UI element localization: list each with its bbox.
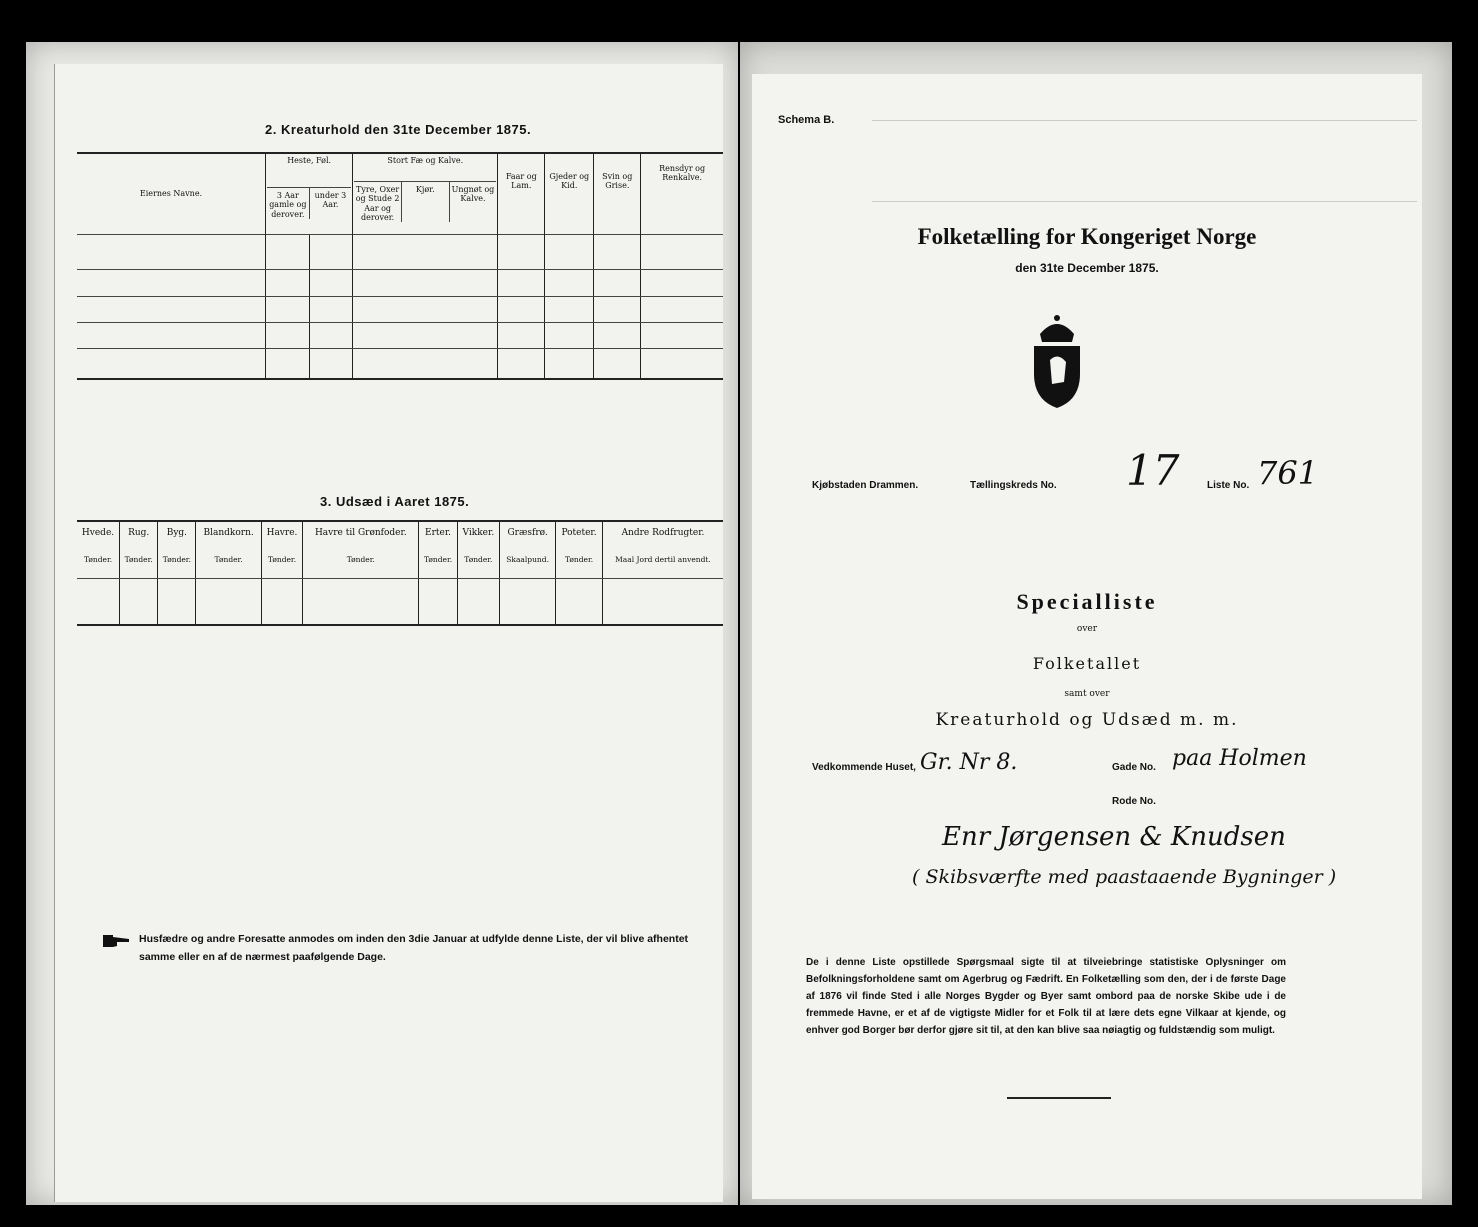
col-heste-3aar: 3 Aar gamle og derover.	[267, 188, 310, 219]
samt-over-text: samt over	[1064, 689, 1110, 699]
sowing-col-unit: Tønder.	[564, 555, 594, 564]
col-heste-under3: under 3 Aar.	[314, 191, 347, 210]
sowing-cell	[556, 578, 603, 624]
sowing-col-name: Blandkorn.	[203, 528, 254, 538]
sowing-col-11	[602, 522, 723, 578]
footer-text: De i denne Liste opstillede Spørgsmaal sigte til at tilveiebringe statistiske Oplysninger om Befolkningsforholdene samt om Agerbrug og Fædrift. En Folketælling som den, der i de første Dage af 1876 vil finde Sted i alle Norges Bygder og Byer samt ombord paa de norske Skibe ude i de fremmede Havne, er et af de vigtigste Midler for et Folk til at lære dets egne Vilkaar at kjende, og enhver god Borger bør derfor gjøre sit til, at den kan blive saa nøiagtig og fuldstændig som muligt.	[806, 957, 1286, 1036]
huset-label: Vedkommende Huset,	[812, 762, 916, 773]
sowing-col-1	[77, 522, 120, 578]
liste-label: Liste No.	[1207, 480, 1250, 491]
sowing-col-unit: Tønder.	[423, 555, 453, 564]
footer-rule	[1007, 1097, 1111, 1099]
sowing-col-unit: Maal Jord dertil anvendt.	[615, 555, 711, 564]
livestock-row-line-4	[77, 348, 723, 349]
livestock-table	[77, 154, 723, 378]
sowing-col-2	[120, 522, 158, 578]
col-owner-names: Eiernes Navne.	[139, 189, 203, 199]
sowing-col-unit: Skaalpund.	[506, 555, 549, 564]
sowing-table	[77, 522, 723, 624]
sowing-header-row	[77, 522, 723, 578]
col-svin: Svin og Grise.	[594, 154, 641, 234]
sowing-col-10	[556, 522, 603, 578]
sowing-cell	[419, 578, 457, 624]
rode-label: Rode No.	[1112, 796, 1156, 807]
sowing-col-name: Erter.	[425, 528, 452, 538]
owner-line: Enr Jørgensen & Knudsen	[942, 822, 1286, 852]
gade-label: Gade No.	[1112, 762, 1156, 773]
col-gjeder: Gjeder og Kid.	[545, 154, 594, 234]
sowing-col-name: Andre Rodfrugter.	[621, 528, 705, 538]
liste-value: 761	[1257, 454, 1319, 492]
sowing-cell	[303, 578, 419, 624]
sowing-col-3	[158, 522, 196, 578]
sowing-cell	[457, 578, 499, 624]
gade-value: paa Holmen	[1172, 746, 1307, 771]
sowing-col-4	[196, 522, 261, 578]
sowing-cell	[120, 578, 158, 624]
coat-of-arms-icon	[1022, 312, 1092, 412]
sowing-col-5	[261, 522, 302, 578]
kjobstaden-label: Kjøbstaden Drammen.	[812, 480, 919, 491]
col-ungnot: Ungnøt og Kalve.	[451, 185, 495, 204]
sowing-col-unit: Tønder.	[214, 555, 243, 564]
census-title: Folketælling for Kongeriget Norge	[917, 224, 1257, 249]
col-storfae-label: Stort Fæ og Kalve.	[387, 156, 464, 165]
pointing-hand-icon	[103, 932, 131, 950]
left-page	[26, 42, 738, 1205]
sowing-col-name: Poteter.	[561, 528, 597, 538]
right-page	[740, 42, 1452, 1205]
sowing-cell	[261, 578, 302, 624]
sowing-col-unit: Tønder.	[346, 555, 375, 564]
right-sheet	[752, 74, 1422, 1199]
livestock-data-row	[77, 234, 723, 378]
sowing-col-6	[303, 522, 419, 578]
sowing-col-unit: Tønder.	[83, 555, 113, 564]
sowing-cell	[158, 578, 196, 624]
sowing-col-name: Græsfrø.	[507, 528, 548, 538]
col-rensdyr: Rensdyr og Renkalve.	[641, 154, 723, 234]
sowing-cell	[500, 578, 556, 624]
livestock-row-line-2	[77, 296, 723, 297]
sowing-col-name: Rug.	[128, 528, 150, 538]
sowing-col-name: Byg.	[166, 528, 188, 538]
huset-value: Gr. Nr 8.	[920, 750, 1018, 775]
census-date: den 31te December 1875.	[1015, 261, 1159, 275]
sowing-col-unit: Tønder.	[162, 555, 191, 564]
section2-bottom-rule	[77, 378, 723, 380]
col-heste	[266, 154, 353, 234]
sowing-col-8	[457, 522, 499, 578]
notice-text: Husfædre og andre Foresatte anmodes om inden den 3die Januar at udfylde denne Liste, der vil blive afhentet samme eller en af de nærmest paafølgende Dage.	[139, 933, 689, 964]
sowing-col-unit: Tønder.	[124, 555, 153, 564]
sowing-cell	[602, 578, 723, 624]
sowing-col-7	[419, 522, 457, 578]
bleed-through-grid	[872, 120, 1417, 202]
section2-title: 2. Kreaturhold den 31te December 1875.	[265, 122, 532, 137]
col-kjor: Kjør.	[402, 182, 450, 222]
schema-label: Schema B.	[778, 114, 835, 126]
sowing-col-name: Havre.	[266, 528, 298, 538]
col-heste-label: Heste, Føl.	[287, 156, 332, 165]
sowing-col-unit: Tønder.	[267, 555, 297, 564]
left-sheet	[54, 64, 723, 1202]
sowing-cell	[196, 578, 261, 624]
livestock-row-line-3	[77, 322, 723, 323]
sowing-cell	[77, 578, 120, 624]
section3-title: 3. Udsæd i Aaret 1875.	[320, 494, 470, 509]
section3-bottom-rule	[77, 624, 723, 626]
kreds-value: 17	[1126, 446, 1180, 495]
folketallet-text: Folketallet	[1032, 654, 1142, 673]
specialliste-title: Specialliste	[1016, 589, 1158, 614]
owner-note: ( Skibsværfte med paastaaende Bygninger )	[912, 866, 1337, 888]
sowing-col-name: Hvede.	[81, 528, 115, 538]
sowing-col-name: Havre til Grønfoder.	[314, 528, 407, 538]
col-faar: Faar og Lam.	[498, 154, 545, 234]
sowing-col-unit: Tønder.	[464, 555, 493, 564]
kreds-label: Tællingskreds No.	[970, 480, 1057, 491]
sowing-col-name: Vikker.	[462, 528, 495, 538]
sowing-data-row	[77, 578, 723, 624]
livestock-row-line-1	[77, 269, 723, 270]
over-text: over	[1076, 624, 1098, 634]
sowing-col-9	[500, 522, 556, 578]
col-storfae	[353, 154, 498, 234]
col-tyre: Tyre, Oxer og Stude 2 Aar og derover.	[354, 182, 402, 222]
kreaturhold-text: Kreaturhold og Udsæd m. m.	[935, 710, 1239, 730]
